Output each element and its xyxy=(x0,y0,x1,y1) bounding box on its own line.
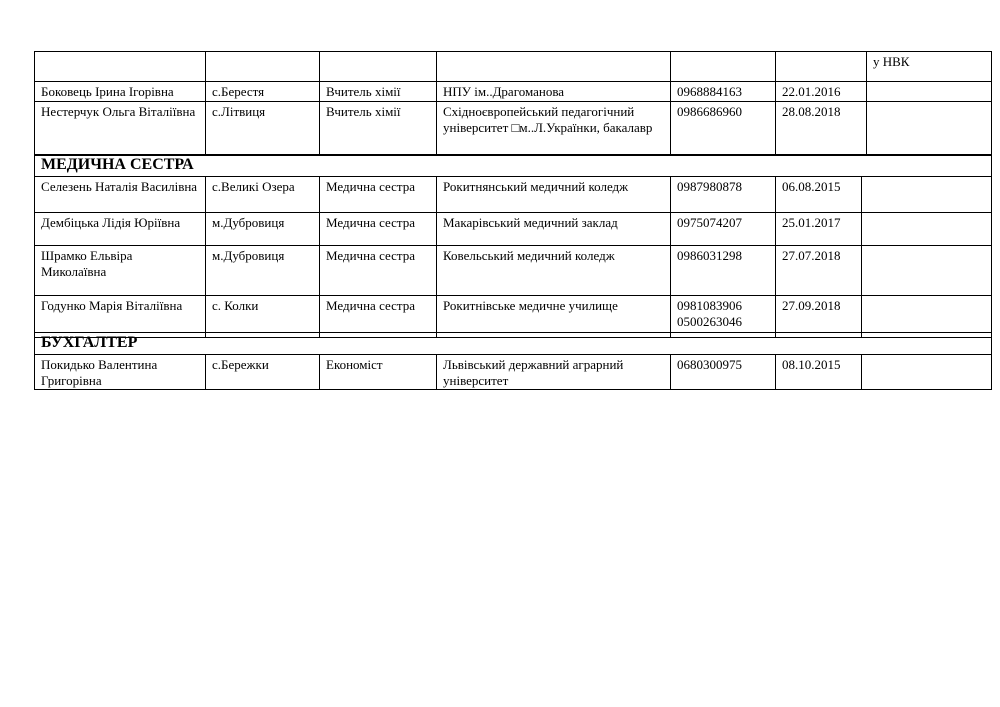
extra-cell xyxy=(862,355,992,390)
position-cell: Вчитель хімії xyxy=(320,102,437,156)
table-row xyxy=(35,246,992,296)
staff-table-nurses xyxy=(34,154,992,338)
staff-table-accountant xyxy=(34,332,992,390)
position-cell: Вчитель хімії xyxy=(320,82,437,102)
place-cell: с. Колки xyxy=(206,296,320,338)
table-cell xyxy=(776,52,867,82)
name-cell: Покидько Валентина Григорівна xyxy=(35,355,206,390)
extra-cell xyxy=(862,213,992,246)
table-row xyxy=(35,102,992,156)
place-cell: с.Великі Озера xyxy=(206,177,320,213)
name-cell: Нестерчук Ольга Віталіївна xyxy=(35,102,206,156)
place-cell: с.Бережки xyxy=(206,355,320,390)
phone-cell: 0968884163 xyxy=(671,82,776,102)
table-row xyxy=(35,177,992,213)
table-cell xyxy=(35,52,206,82)
position-cell: Медична сестра xyxy=(320,246,437,296)
education-cell: Ковельський медичний коледж xyxy=(437,246,671,296)
education-cell: Львівський державний аграрний університет xyxy=(437,355,671,390)
phone-cell: 0975074207 xyxy=(671,213,776,246)
table-cell xyxy=(437,52,671,82)
phone-cell: 0680300975 xyxy=(671,355,776,390)
date-cell: 06.08.2015 xyxy=(776,177,862,213)
name-cell: Дембіцька Лідія Юріївна xyxy=(35,213,206,246)
table-cell: у НВК xyxy=(867,52,992,82)
education-cell: Східноєвропейський педагогічний університет □м..Л.Українки, бакалавр xyxy=(437,102,671,156)
date-cell: 22.01.2016 xyxy=(776,82,867,102)
phone-cell: 0986031298 xyxy=(671,246,776,296)
date-cell: 27.07.2018 xyxy=(776,246,862,296)
education-cell: Рокитнівське медичне училище xyxy=(437,296,671,338)
staff-table-teachers xyxy=(34,51,992,156)
section-row xyxy=(35,333,992,355)
table-cell xyxy=(671,52,776,82)
position-cell: Медична сестра xyxy=(320,177,437,213)
education-cell: Макарівський медичний заклад xyxy=(437,213,671,246)
name-cell: Шрамко Ельвіра Миколаївна xyxy=(35,246,206,296)
table-row xyxy=(35,213,992,246)
extra-cell xyxy=(862,246,992,296)
education-cell: НПУ ім..Драгоманова xyxy=(437,82,671,102)
extra-cell xyxy=(867,82,992,102)
table-row xyxy=(35,52,992,82)
education-cell: Рокитнянський медичний коледж xyxy=(437,177,671,213)
phone-cell: 0981083906 0500263046 xyxy=(671,296,776,338)
section-title: МЕДИЧНА СЕСТРА xyxy=(35,155,992,177)
table-row xyxy=(35,82,992,102)
extra-cell xyxy=(862,177,992,213)
name-cell: Боковець Ірина Ігорівна xyxy=(35,82,206,102)
place-cell: м.Дубровиця xyxy=(206,213,320,246)
name-cell: Селезень Наталія Василівна xyxy=(35,177,206,213)
phone-cell: 0986686960 xyxy=(671,102,776,156)
table-row xyxy=(35,355,992,390)
extra-cell xyxy=(867,102,992,156)
table-cell xyxy=(206,52,320,82)
place-cell: с.Берестя xyxy=(206,82,320,102)
phone-cell: 0987980878 xyxy=(671,177,776,213)
name-cell: Годунко Марія Віталіївна xyxy=(35,296,206,338)
table-cell xyxy=(320,52,437,82)
position-cell: Економіст xyxy=(320,355,437,390)
section-title: БУХГАЛТЕР xyxy=(35,333,992,355)
position-cell: Медична сестра xyxy=(320,213,437,246)
date-cell: 28.08.2018 xyxy=(776,102,867,156)
date-cell: 27.09.2018 xyxy=(776,296,862,338)
date-cell: 08.10.2015 xyxy=(776,355,862,390)
place-cell: м.Дубровиця xyxy=(206,246,320,296)
date-cell: 25.01.2017 xyxy=(776,213,862,246)
section-row xyxy=(35,155,992,177)
place-cell: с.Літвиця xyxy=(206,102,320,156)
position-cell: Медична сестра xyxy=(320,296,437,338)
